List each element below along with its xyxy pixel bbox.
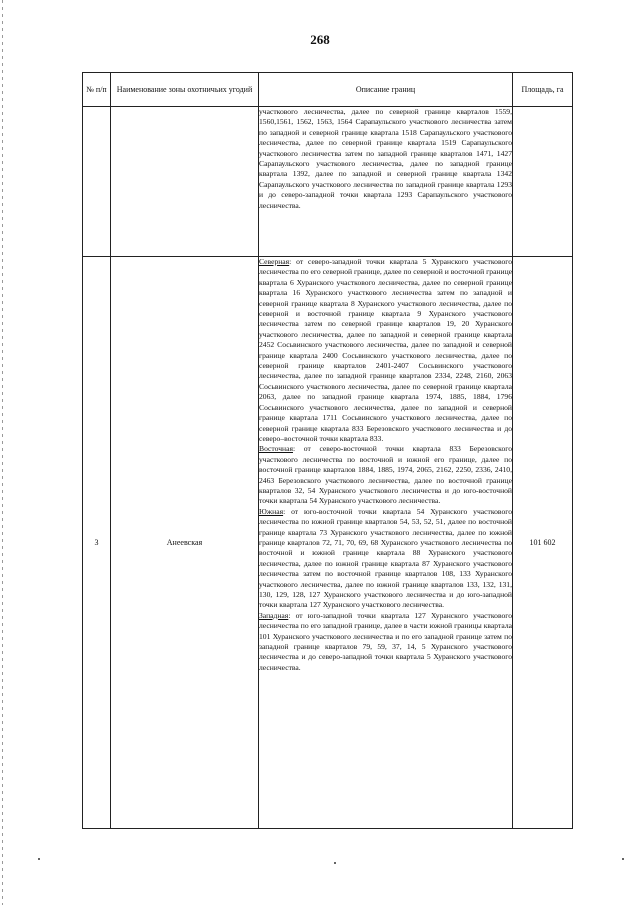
north-text: : от северо-западной точки квартала 5 Хуранского участкового лесничества по его северной границе, далее по северной и восточной границе квартала 6 Хуранского участкового лесничества, далее по северной границе квартала 16 Хуранского участкового лесничества затем по западной и северной границе квартала 8 Хуранского участкового лесничества, далее по северной и восточной границе квартала 9 Хуранского участкового лесничества затем по северной границе кварталов 19, 20 Хуранского участкового лесничества, далее по западной и северной границе квартала 2452 Сосьвинского участкового лесничества, далее по западной и северной границе квартала 2400 Сосьвинского участкового лесничества, далее по северной границе кварталов 2401-2407 Сосьвинского участкового лесничества, далее по западной границе кварталов 2334, 2248, 2160, 2063 Сосьвинского участкового лесничества, далее по северной границе квартала 2063, далее по западной границе квартала 1974, 1885, 1884, 1796 Сосьвинского участкового лесничества, далее по западной и северной границе квартала 1711 Сосьвинского участкового лесничества, далее по северной границе квартала 833 Березовского участкового лесничества и до северо–восточной точки квартала 833. (259, 257, 512, 443)
table-row-continued (83, 107, 573, 257)
west-label: Западная (259, 610, 289, 620)
south-text: : от юго-восточной точки квартала 54 Хуранского участкового лесничества по южной границе кварталов 54, 53, 52, 51, далее по восточной границе квартала 73 Хуранского участкового лесничества, далее по южной границе кварталов 72, 71, 70, 69, 68 Хуранского участкового лесничества по восточной и южной границе квартала 88 Хуранского участкового лесничества, далее по южной границе квартала 87 Хуранского участкового лесничества затем по восточной границе кварталов 108, 133 Хуранского участкового лесничества, далее по южной границе кварталов 133, 132, 131, 130, 129, 128, 127 Хуранского участкового лесничества и до юго-западной точки квартала 127 Хуранского участкового лесничества. (259, 506, 512, 610)
boundary-description (259, 257, 513, 829)
scan-speck (334, 862, 336, 864)
row-number: 3 (83, 257, 111, 829)
south-boundary (259, 507, 512, 611)
west-text: : от юго-западной точки квартала 127 Хуранского участкового лесничества по его западной границе, далее в части южной границы квартала 101 Хуранского участкового лесничества и по его западной границе затем по западной границе кварталов 79, 59, 37, 14, 5 Хуранского участкового лесничества и до северо-западной точки квартала 5 Хуранского участкового лесничества. (259, 610, 512, 672)
header-num: № п/п (83, 73, 111, 107)
cell-name-empty (111, 107, 259, 257)
continued-text: участкового лесничества, далее по северной границе кварталов 1559, 1560,1561, 1562, 1563, 1564 Сарапаульского участкового лесничества затем по западной и северной границе квартала 1518 Сарапаульского участкового лесничества, далее по северной границе квартала 1519 Сарапаульского участкового лесничества затем по западной границе кварталов 1471, 1427 Сарапаульского участкового лесничества, далее по западной границе квартала 1392, далее по западной и северной границе квартала 1342 Сарапаульского участкового лесничества по западной границе квартала 1293 и до северо-западной точки квартала 1293 Сарапаульского участкового лесничества. (259, 107, 512, 210)
zone-area: 101 602 (513, 257, 573, 829)
header-area: Площадь, га (513, 73, 573, 107)
west-boundary (259, 611, 512, 673)
header-boundaries: Описание границ (259, 73, 513, 107)
east-text: : от северо-восточной точки квартала 833 Березовского участкового лесничества по восточной и южной его границе, далее по восточной границе кварталов 1884, 1885, 1974, 2065, 2162, 2250, 2336, 2410, 2463 Березовского участкового лесничества, далее по восточной границе кварталов 32, 54 Хуранского участкового лесничества и до юго-восточной точки квартала 54 Хуранского участкового лесничества. (259, 444, 512, 506)
zone-name: Анеевская (111, 257, 259, 829)
south-label: Южная (259, 506, 284, 516)
table-header-row (83, 73, 573, 107)
cell-area-empty (513, 107, 573, 257)
scan-speck (622, 858, 624, 860)
scan-edge (2, 0, 3, 905)
east-label: Восточная (259, 444, 293, 454)
boundary-description-continued (259, 107, 513, 257)
table-row-3 (83, 257, 573, 829)
north-boundary (259, 257, 512, 444)
cell-num-empty (83, 107, 111, 257)
header-zone-name: Наименование зоны охотничьих угодий (111, 73, 259, 107)
east-boundary (259, 444, 512, 506)
north-label: Северная (259, 257, 290, 266)
boundaries-table (82, 72, 573, 829)
scan-speck (38, 858, 40, 860)
page-number: 268 (310, 32, 330, 47)
